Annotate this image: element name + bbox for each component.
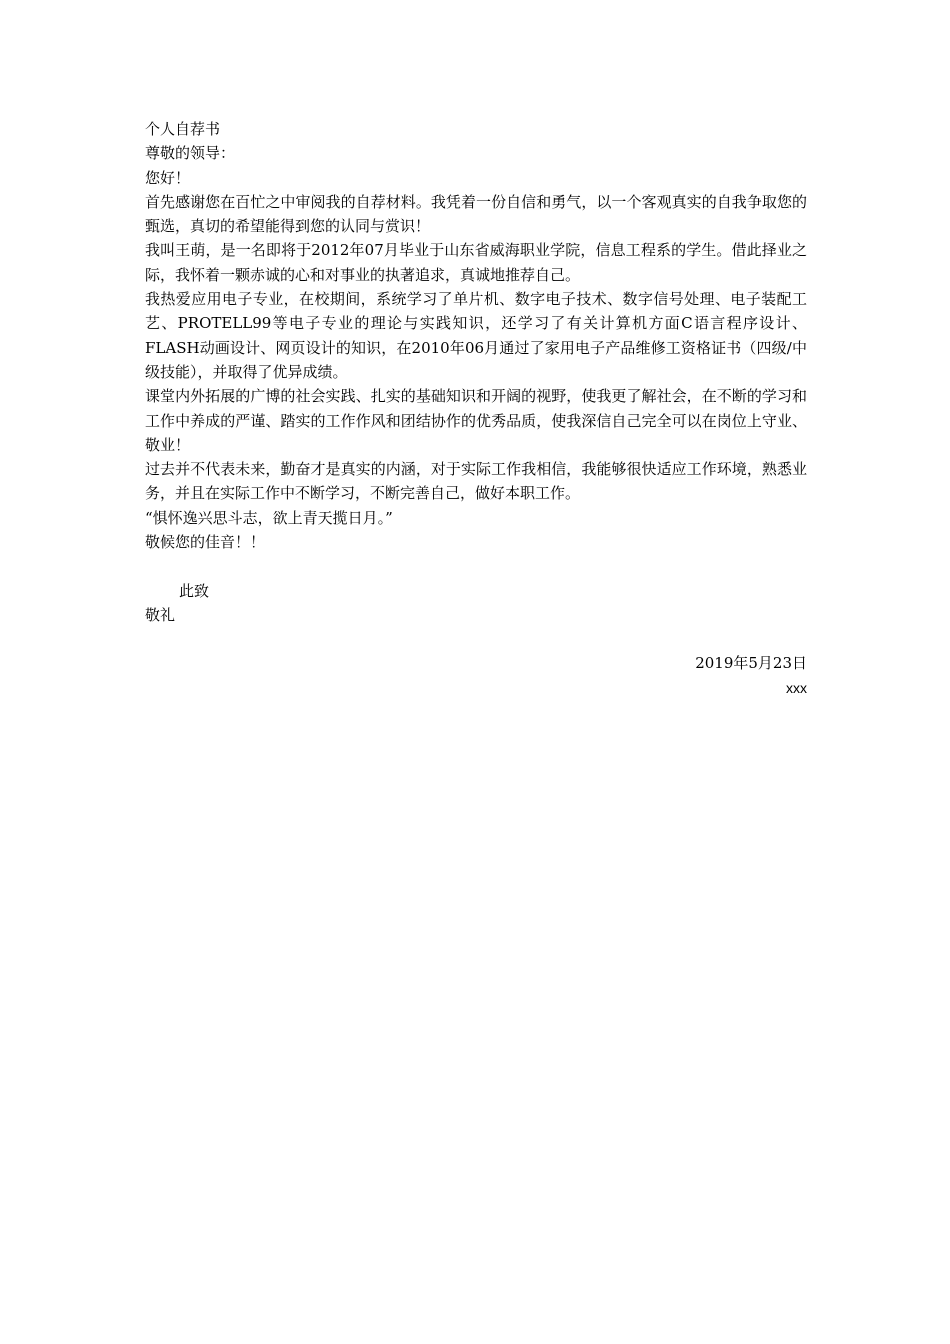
letter-date: 2019年5月23日 [695, 654, 807, 673]
awaiting-reply: 敬候您的佳音！！ [145, 533, 266, 552]
paragraph-practice: 课堂内外拓展的广博的社会实践、扎实的基础知识和开阔的视野，使我更了解社会，在不断的学习和工作中养成的严谨、踏实的工作作风和团结协作的优秀品质，使我深信自己完全可以在岗位上守业、敬业！ [145, 387, 807, 454]
paragraph-commitment: 过去并不代表未来，勤奋才是真实的内涵，对于实际工作我相信，我能够很快适应工作环境，熟悉业务，并且在实际工作中不断学习，不断完善自己，做好本职工作。 [145, 460, 807, 503]
greeting: 您好！ [145, 168, 191, 187]
letter-title: 个人自荐书 [145, 120, 221, 138]
salutation: 尊敬的领导： [145, 144, 236, 163]
signature: xxx [786, 679, 807, 696]
paragraph-self-introduction: 我叫王萌，是一名即将于2012年07月毕业于山东省威海职业学院，信息工程系的学生。借此择业之际，我怀着一颗赤诚的心和对事业的执著追求，真诚地推荐自己。 [145, 241, 807, 284]
closing-cizhi: 此致 [179, 581, 210, 600]
quote: “惧怀逸兴思斗志，欲上青天揽日月。” [145, 508, 393, 527]
closing-jingli: 敬礼 [145, 605, 176, 624]
blank-line [145, 554, 807, 578]
letter-body [145, 117, 807, 700]
paragraph-education: 我热爱应用电子专业，在校期间，系统学习了单片机、数字电子技术、数字信号处理、电子装配工艺、PROTELL99等电子专业的理论与实践知识，还学习了有关计算机方面C语言程序设计、FLASH动画设计、网页设计的知识，在2010年06月通过了家用电子产品维修工资格证书（四级/中级技能），并取得了优异成绩。 [145, 290, 807, 381]
paragraph-intro: 首先感谢您在百忙之中审阅我的自荐材料。我凭着一份自信和勇气，以一个客观真实的自我争取您的甄选，真切的希望能得到您的认同与赏识！ [145, 192, 807, 236]
